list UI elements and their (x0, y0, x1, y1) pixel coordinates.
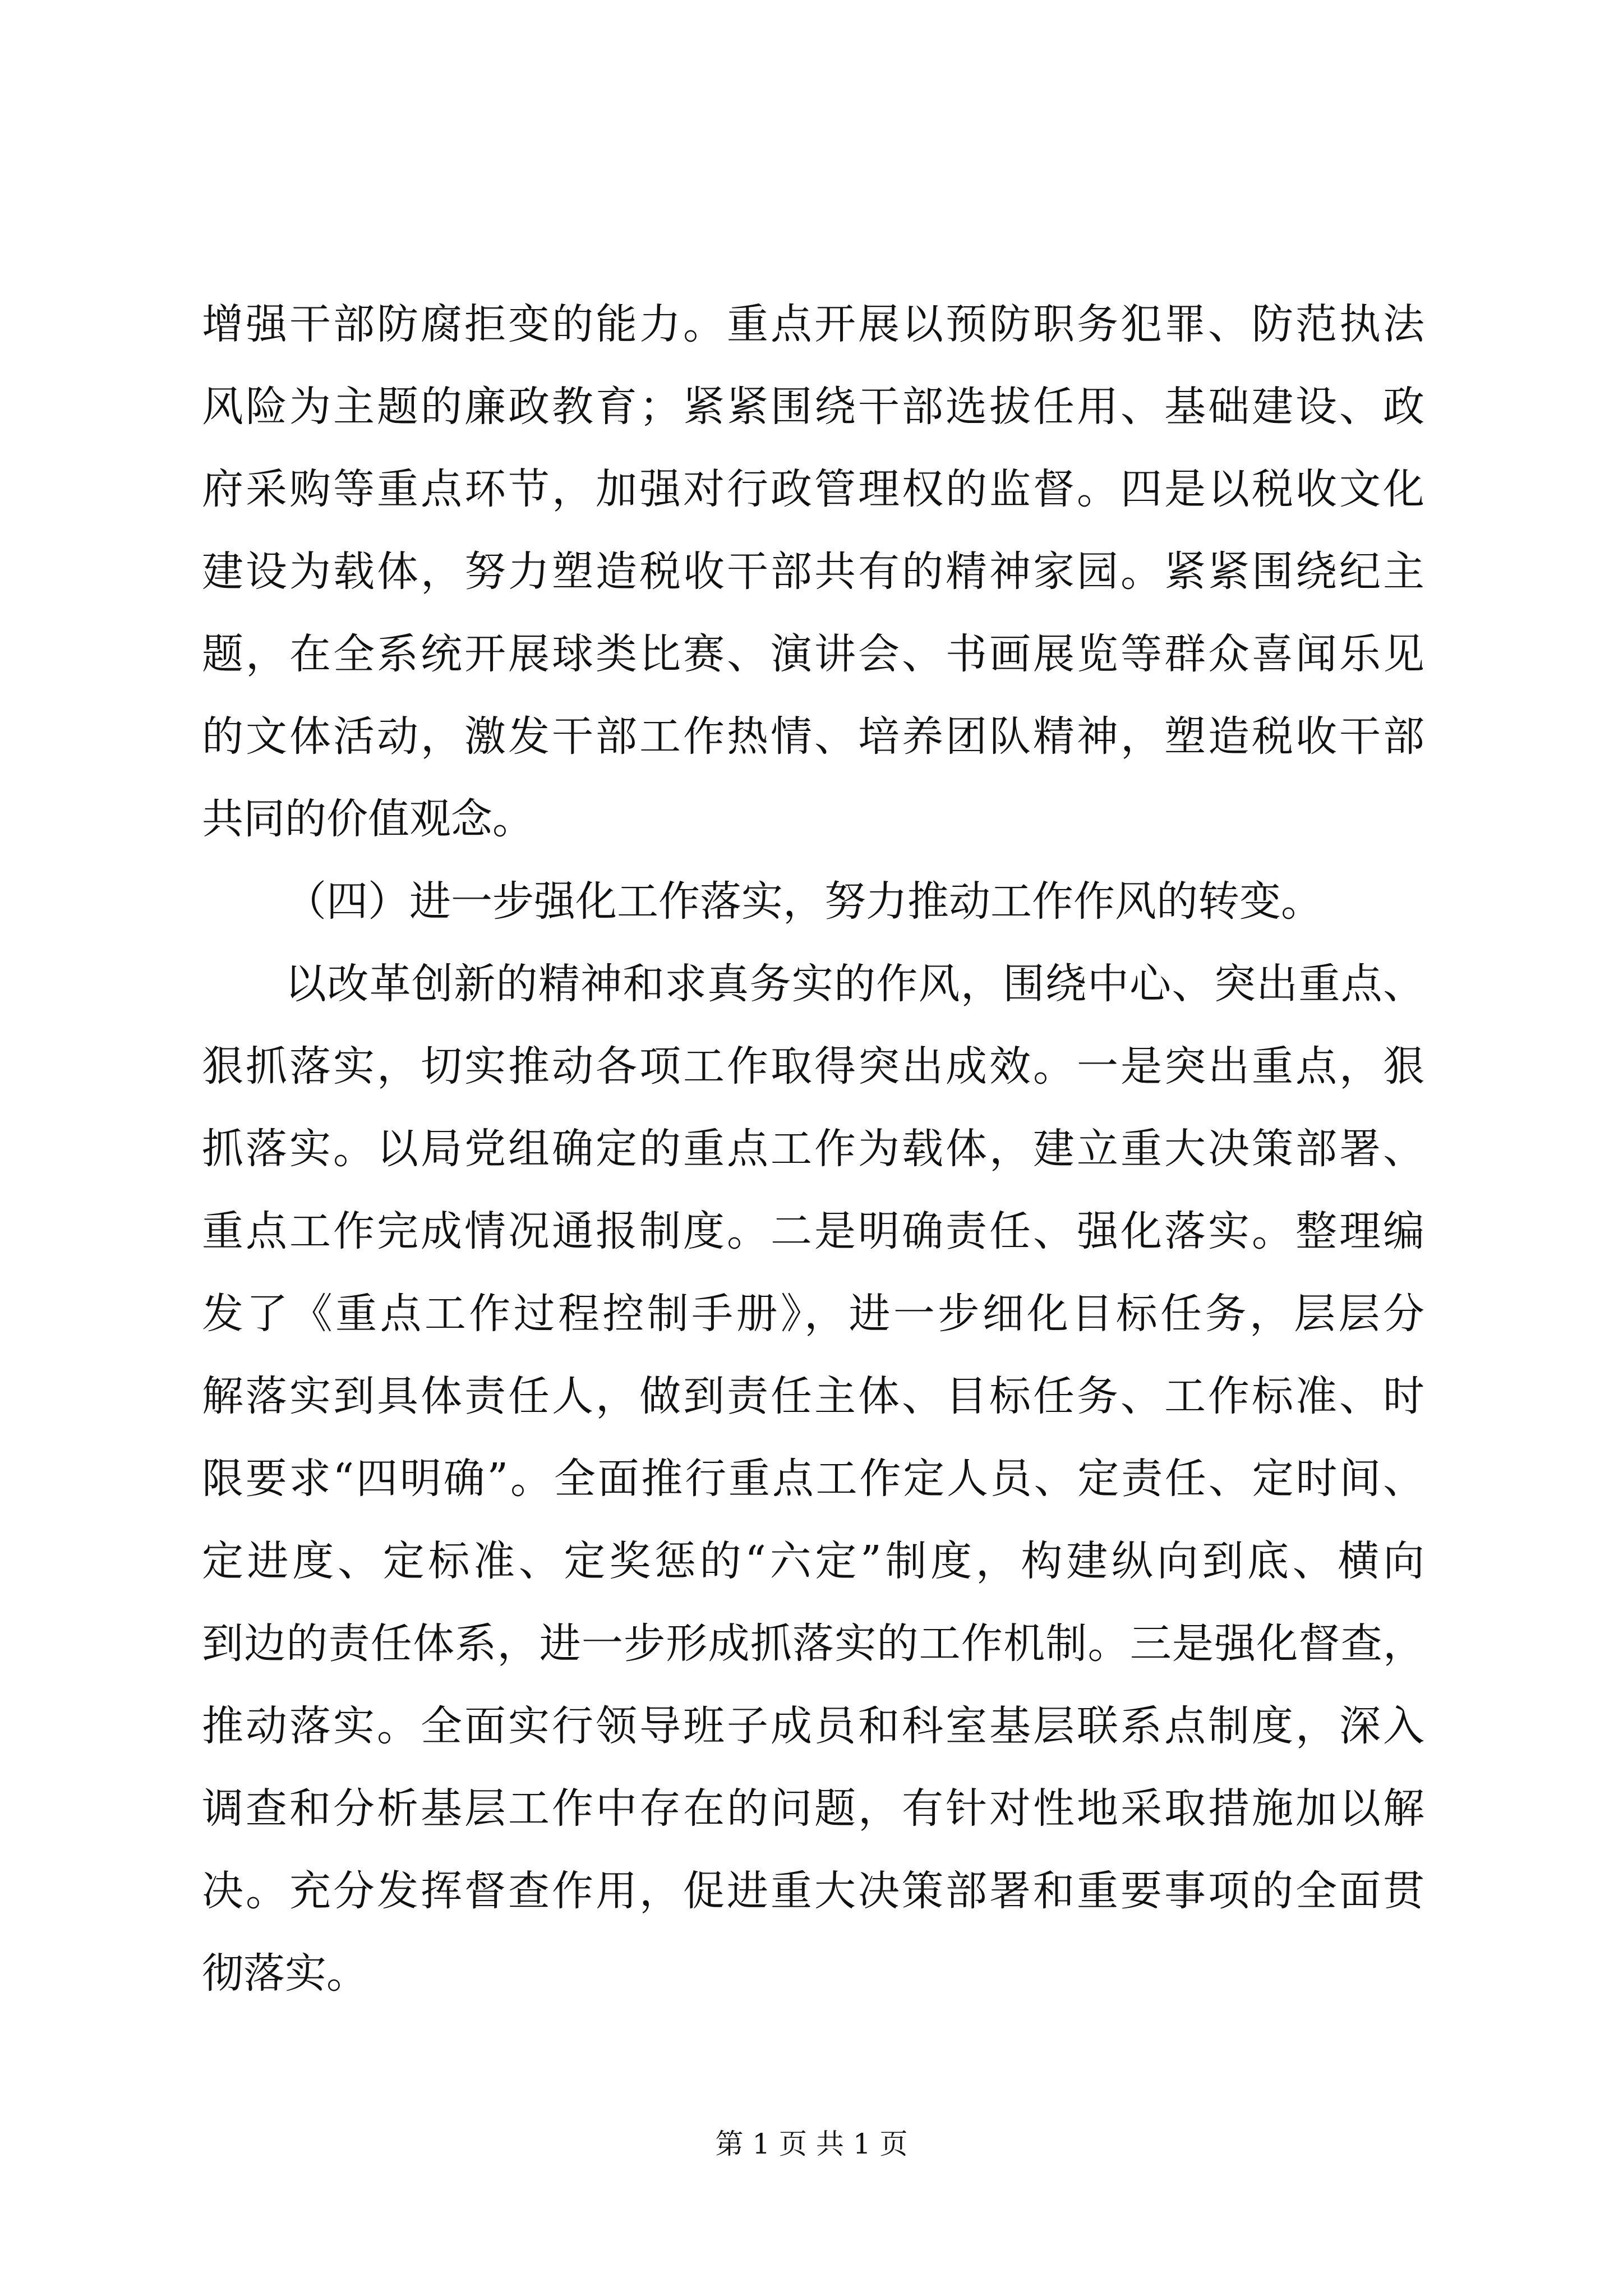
text-line: 到边的责任体系，进一步形成抓落实的工作机制。三是强化督查， (202, 1619, 1424, 1668)
text-line: 抓落实。以局党组确定的重点工作为载体，建立重大决策部署、 (202, 1125, 1424, 1173)
document-body (202, 283, 1424, 2015)
text-line: 解落实到具体责任人，做到责任主体、目标任务、工作标准、时 (202, 1372, 1424, 1420)
text-line: 决。充分发挥督查作用，促进重大决策部署和重要事项的全面贯 (202, 1867, 1424, 1915)
text-line: 的文体活动，激发干部工作热情、培养团队精神，塑造税收干部 (202, 712, 1424, 761)
section-heading: （四）进一步强化工作落实，努力推动工作作风的转变。 (285, 877, 1322, 926)
text-line: 题，在全系统开展球类比赛、演讲会、书画展览等群众喜闻乐见 (202, 630, 1424, 678)
text-line: 重点工作完成情况通报制度。二是明确责任、强化落实。整理编 (202, 1207, 1424, 1255)
text-line: 增强干部防腐拒变的能力。重点开展以预防职务犯罪、防范执法 (202, 300, 1424, 348)
text-line: 彻落实。 (202, 1949, 368, 1998)
text-line: 共同的价值观念。 (202, 795, 534, 843)
text-line: 限要求“四明确”。全面推行重点工作定人员、定责任、定时间、 (202, 1455, 1424, 1503)
text-line: 调查和分析基层工作中存在的问题，有针对性地采取措施加以解 (202, 1784, 1424, 1833)
text-line: 定进度、定标准、定奖惩的“六定”制度，构建纵向到底、横向 (202, 1537, 1424, 1585)
text-line: 推动落实。全面实行领导班子成员和科室基层联系点制度，深入 (202, 1702, 1424, 1750)
text-line: 府采购等重点环节，加强对行政管理权的监督。四是以税收文化 (202, 465, 1424, 513)
page-footer: 第 1 页 共 1 页 (715, 2128, 908, 2160)
text-line: 以改革创新的精神和求真务实的作风，围绕中心、突出重点、 (285, 960, 1424, 1008)
text-line: 建设为载体，努力塑造税收干部共有的精神家园。紧紧围绕纪主 (202, 547, 1424, 596)
text-line: 狠抓落实，切实推动各项工作取得突出成效。一是突出重点，狠 (202, 1042, 1424, 1091)
text-line: 风险为主题的廉政教育；紧紧围绕干部选拔任用、基础建设、政 (202, 383, 1424, 431)
text-line: 发了《重点工作过程控制手册》，进一步细化目标任务，层层分 (202, 1290, 1424, 1338)
